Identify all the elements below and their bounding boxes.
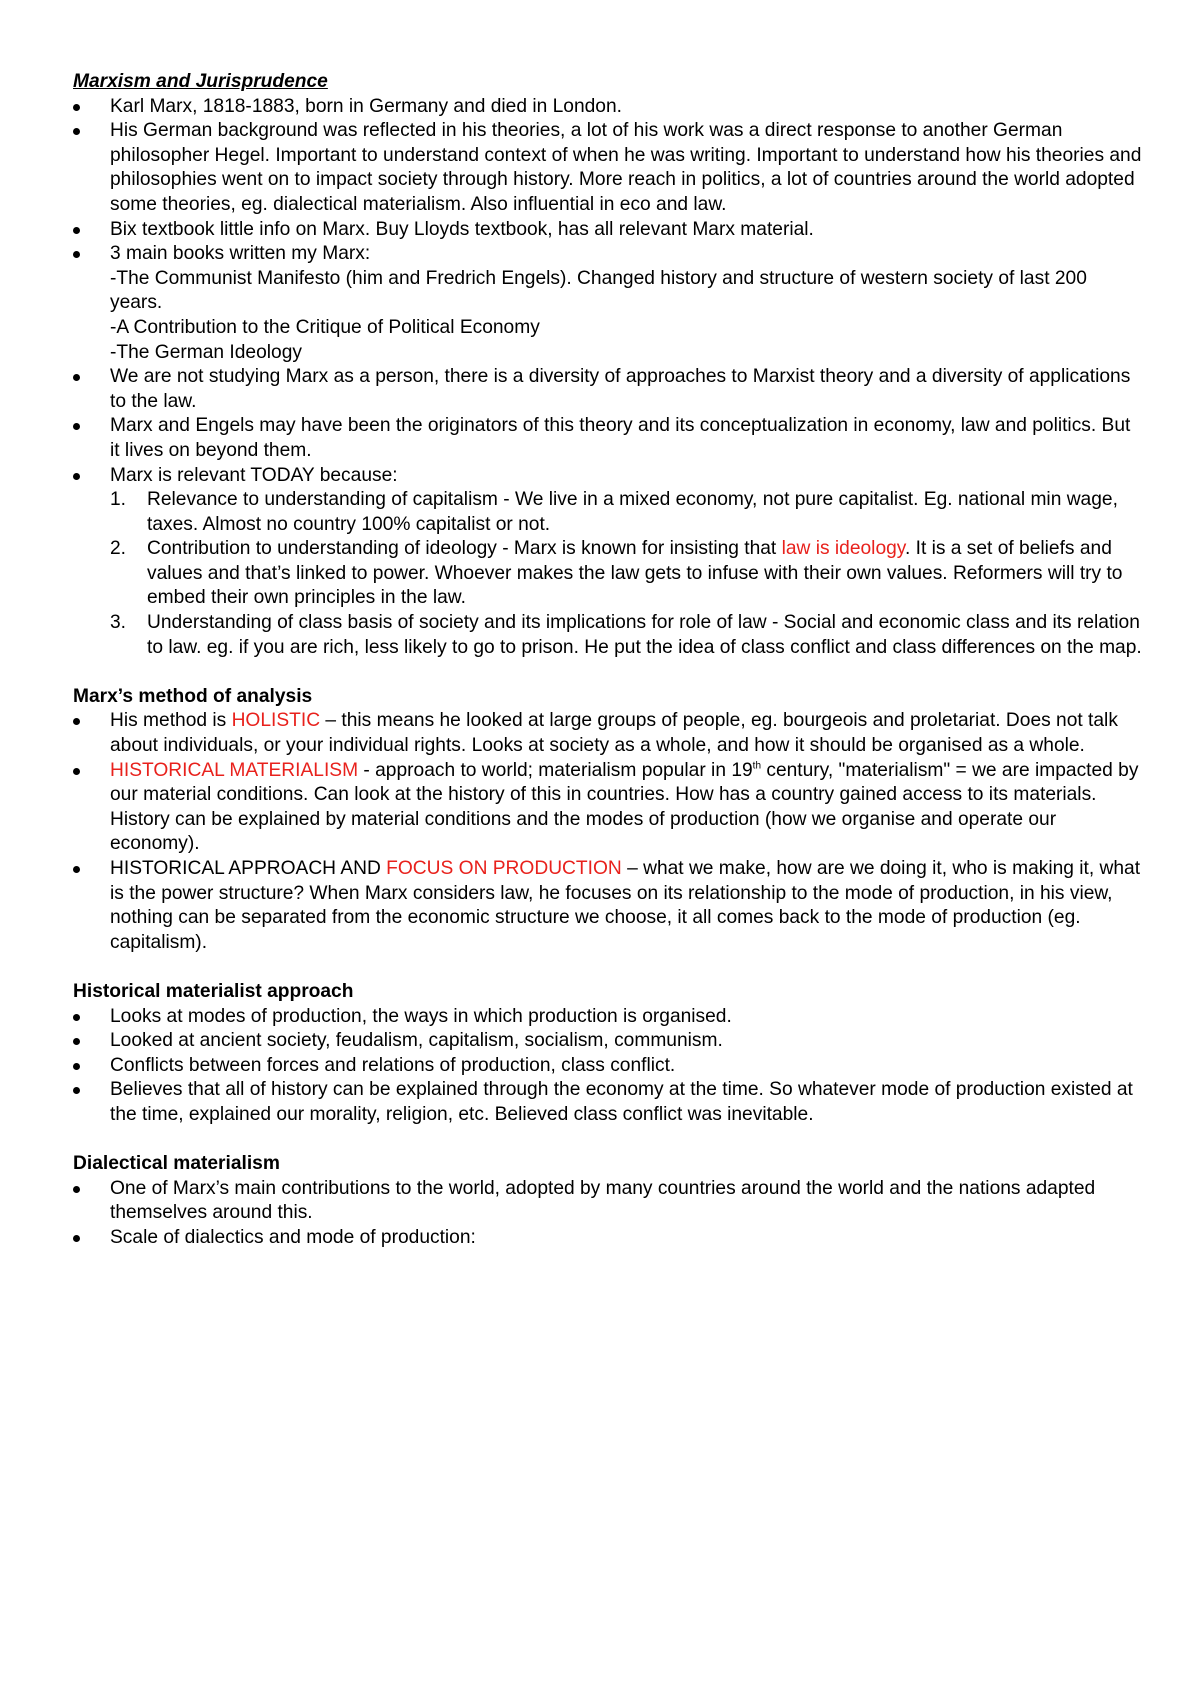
bullet-icon [73, 104, 80, 111]
list-item: Conflicts between forces and relations of production, class conflict. [73, 1054, 1143, 1079]
relevance-numbered-list [110, 488, 1143, 660]
document-page [73, 70, 1143, 1251]
bullet-icon [73, 473, 80, 480]
method-section [73, 685, 1143, 956]
list-item: His German background was reflected in his theories, a lot of his work was a direct response to another German philosopher Hegel. Important to understand context of when he was writing. Important to understand how his theories and philosophies went on to impact society through history. More reach in politics, a lot of countries around the world adopted some theories, eg. dialectical materialism. Also influential in eco and law. [73, 119, 1143, 217]
list-item: We are not studying Marx as a person, there is a diversity of approaches to Marxist theory and a diversity of applications to the law. [73, 365, 1143, 414]
highlight-text: law is ideology [781, 538, 905, 560]
relevance-list-item: Marx is relevant TODAY because: 1. Relevance to understanding of capitalism - We live in a mixed economy, not pure capitalist. Eg. national min wage, taxes. Almost no country 100% capitalist or not. 2. Contribution to understanding of ideology - Marx is known for insisting that law is ideology. It is a set of beliefs and values and that’s linked to power. Whoever makes the law gets to infuse with their own values. Reformers will try to embed their own principles in the law. 3. Understanding of class basis of society and its implications for role of law - Social and economic class and its relation to law. eg. if you are rich, less likely to go to prison. He put the idea of class conflict and class differences on the map. [73, 464, 1143, 661]
section-heading: Historical materialist approach [73, 980, 354, 1002]
list-item: Scale of dialectics and mode of production: [73, 1226, 1143, 1251]
superscript: th [752, 760, 762, 772]
book-entry: -The Communist Manifesto (him and Fredrich Engels). Changed history and structure of western society of last 200 years. [110, 267, 1087, 314]
list-item: Bix textbook little info on Marx. Buy Lloyds textbook, has all relevant Marx material. [73, 218, 1143, 243]
dialectical-section [73, 1152, 1143, 1250]
bullet-icon [73, 866, 80, 873]
list-item: Looked at ancient society, feudalism, capitalism, socialism, communism. [73, 1029, 1143, 1054]
historical-section [73, 980, 1143, 1128]
books-list-item: 3 main books written my Marx: -The Communist Manifesto (him and Fredrich Engels). Changed history and structure of western society of last 200 years. -A Contribution to the Critique of Political Economy -The German Ideology [73, 242, 1143, 365]
highlight-text: HISTORICAL MATERIALISM [110, 759, 359, 781]
intro-list [73, 95, 1143, 661]
dialectical-list [73, 1177, 1143, 1251]
bullet-icon [73, 1038, 80, 1045]
bullet-icon [73, 1087, 80, 1094]
bullet-icon [73, 1186, 80, 1193]
list-item: His method is HOLISTIC – this means he looked at large groups of people, eg. bourgeois and proletariat. Does not talk about individuals, or your individual rights. Looks at society as a whole, and how it should be organised as a whole. [73, 709, 1143, 758]
book-entry: -The German Ideology [110, 341, 302, 363]
highlight-text: HOLISTIC [231, 710, 321, 732]
bullet-icon [73, 227, 80, 234]
historical-list [73, 1005, 1143, 1128]
section-heading: Marx’s method of analysis [73, 685, 313, 707]
list-item: HISTORICAL MATERIALISM - approach to world; materialism popular in 19th century, "materialism" = we are impacted by our material conditions. Can look at the history of this in countries. How has a country gained access to its materials. History can be explained by material conditions and the modes of production (how we organise and operate our economy). [73, 759, 1143, 857]
book-entry: -A Contribution to the Critique of Political Economy [110, 316, 540, 338]
list-item: HISTORICAL APPROACH AND FOCUS ON PRODUCTION – what we make, how are we doing it, who is making it, what is the power structure? When Marx considers law, he focuses on its relationship to the mode of production, in his view, nothing can be separated from the economic structure we choose, it all comes back to the mode of production (eg. capitalism). [73, 857, 1143, 955]
bullet-icon [73, 768, 80, 775]
numbered-item: 1. Relevance to understanding of capitalism - We live in a mixed economy, not pure capitalist. Eg. national min wage, taxes. Almost no country 100% capitalist or not. [110, 489, 1118, 535]
list-item: Believes that all of history can be explained through the economy at the time. So whatever mode of production existed at the time, explained our morality, religion, etc. Believed class conflict was inevitable. [73, 1078, 1143, 1127]
document-title: Marxism and Jurisprudence [73, 71, 328, 92]
bullet-icon [73, 1014, 80, 1021]
bullet-icon [73, 128, 80, 135]
bullet-icon [73, 1063, 80, 1070]
list-item: Karl Marx, 1818-1883, born in Germany and died in London. [73, 95, 1143, 120]
list-item: Marx and Engels may have been the originators of this theory and its conceptualization in economy, law and politics. But it lives on beyond them. [73, 414, 1143, 463]
highlight-text: FOCUS ON PRODUCTION [386, 858, 622, 879]
bullet-icon [73, 251, 80, 258]
bullet-icon [73, 1235, 80, 1242]
list-item: Looks at modes of production, the ways in which production is organised. [73, 1005, 1143, 1030]
section-heading: Dialectical materialism [73, 1153, 280, 1175]
bullet-icon [73, 374, 80, 381]
numbered-item: 2. Contribution to understanding of ideology - Marx is known for insisting that law is ideology. It is a set of beliefs and values and that’s linked to power. Whoever makes the law gets to infuse with their own values. Reformers will try to embed their own principles in the law. [110, 538, 1123, 609]
bullet-icon [73, 423, 80, 430]
numbered-item: 3. Understanding of class basis of society and its implications for role of law - Social and economic class and its relation to law. eg. if you are rich, less likely to go to prison. He put the idea of class conflict and class differences on the map. [110, 612, 1142, 658]
method-list [73, 709, 1143, 955]
bullet-icon [73, 718, 80, 725]
list-item: One of Marx’s main contributions to the world, adopted by many countries around the world and the nations adapted themselves around this. [73, 1177, 1143, 1226]
